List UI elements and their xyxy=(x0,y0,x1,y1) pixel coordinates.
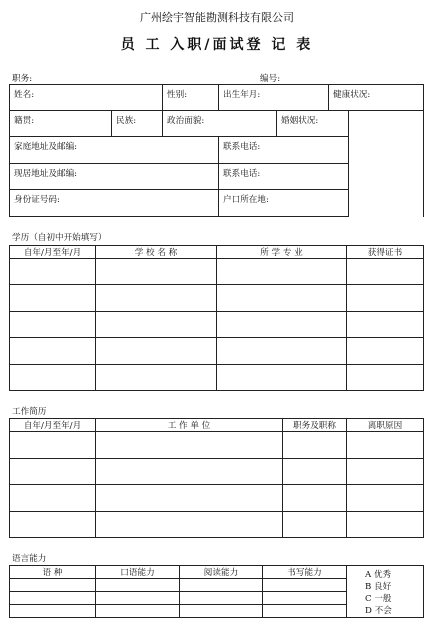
proficiency-legend xyxy=(347,566,424,618)
hukou-field[interactable]: 户口所在地: xyxy=(219,190,349,217)
table-cell[interactable] xyxy=(96,512,283,538)
table-cell[interactable] xyxy=(347,512,424,538)
lang-header-writing: 书写能力 xyxy=(263,566,347,579)
table-cell[interactable] xyxy=(180,605,263,618)
table-cell[interactable] xyxy=(217,259,347,285)
legend-none: D 不会 xyxy=(365,606,392,616)
table-cell[interactable] xyxy=(347,312,424,338)
table-cell[interactable] xyxy=(96,259,217,285)
table-cell[interactable] xyxy=(347,259,424,285)
work-header-period: 自年/月至年/月 xyxy=(10,419,96,432)
family-address-field[interactable]: 家庭地址及邮编: xyxy=(10,137,219,164)
phone-field-2[interactable]: 联系电话: xyxy=(219,164,349,190)
table-cell[interactable] xyxy=(96,365,217,391)
number-label: 编号: xyxy=(260,74,281,84)
table-cell[interactable] xyxy=(347,459,424,485)
lang-header-language: 语 种 xyxy=(10,566,96,579)
table-cell[interactable] xyxy=(96,485,283,512)
work-header-reason: 离职原因 xyxy=(347,419,424,432)
language-section-title: 语言能力 xyxy=(12,554,47,564)
table-cell[interactable] xyxy=(217,338,347,365)
work-table xyxy=(9,418,424,538)
education-table xyxy=(9,245,424,391)
table-cell[interactable] xyxy=(347,365,424,391)
table-cell[interactable] xyxy=(10,605,96,618)
table-cell[interactable] xyxy=(217,312,347,338)
personal-info-table xyxy=(9,84,424,217)
table-cell[interactable] xyxy=(96,605,180,618)
table-cell[interactable] xyxy=(10,365,96,391)
table-cell[interactable] xyxy=(283,432,347,459)
id-number-field[interactable]: 身份证号码: xyxy=(10,190,219,217)
table-cell[interactable] xyxy=(10,459,96,485)
gender-field[interactable]: 性别: xyxy=(163,85,219,111)
lang-header-reading: 阅读能力 xyxy=(180,566,263,579)
table-cell[interactable] xyxy=(96,338,217,365)
table-cell[interactable] xyxy=(347,285,424,312)
table-cell[interactable] xyxy=(10,592,96,605)
name-field[interactable]: 姓名: xyxy=(10,85,163,111)
table-cell[interactable] xyxy=(263,605,347,618)
current-address-field[interactable]: 现居地址及邮编: xyxy=(10,164,219,190)
table-cell[interactable] xyxy=(10,312,96,338)
table-cell[interactable] xyxy=(180,579,263,592)
table-cell[interactable] xyxy=(10,338,96,365)
table-cell[interactable] xyxy=(347,485,424,512)
table-cell[interactable] xyxy=(283,512,347,538)
table-cell[interactable] xyxy=(10,285,96,312)
table-cell[interactable] xyxy=(96,312,217,338)
table-cell[interactable] xyxy=(10,512,96,538)
table-cell[interactable] xyxy=(180,592,263,605)
edu-header-certificate: 获得证书 xyxy=(347,246,424,259)
political-field[interactable]: 政治面貌: xyxy=(163,111,277,137)
marital-field[interactable]: 婚姻状况: xyxy=(277,111,349,137)
edu-header-school: 学 校 名 称 xyxy=(96,246,217,259)
table-cell[interactable] xyxy=(96,285,217,312)
work-header-employer: 工 作 单 位 xyxy=(96,419,283,432)
table-cell[interactable] xyxy=(217,365,347,391)
table-cell[interactable] xyxy=(263,579,347,592)
ethnicity-field[interactable]: 民族: xyxy=(112,111,163,137)
legend-average: C 一般 xyxy=(365,594,392,604)
table-cell[interactable] xyxy=(96,459,283,485)
lang-header-speaking: 口语能力 xyxy=(96,566,180,579)
health-field[interactable]: 健康状况: xyxy=(329,85,424,111)
table-cell[interactable] xyxy=(10,579,96,592)
table-cell[interactable] xyxy=(217,285,347,312)
phone-field-1[interactable]: 联系电话: xyxy=(219,137,349,164)
birth-field[interactable]: 出生年月: xyxy=(219,85,329,111)
work-section-title: 工作简历 xyxy=(12,407,47,417)
table-cell[interactable] xyxy=(283,485,347,512)
table-cell[interactable] xyxy=(347,432,424,459)
table-cell[interactable] xyxy=(96,579,180,592)
table-cell[interactable] xyxy=(96,432,283,459)
position-label: 职务: xyxy=(12,74,33,84)
table-cell[interactable] xyxy=(283,459,347,485)
table-cell[interactable] xyxy=(263,592,347,605)
edu-header-period: 自年/月至年/月 xyxy=(10,246,96,259)
table-cell[interactable] xyxy=(10,485,96,512)
edu-header-major: 所 学 专 业 xyxy=(217,246,347,259)
form-title: 员 工 入职/面试登 记 表 xyxy=(120,37,314,53)
table-cell[interactable] xyxy=(10,432,96,459)
legend-excellent: A 优秀 xyxy=(365,570,392,580)
company-name: 广州绘宇智能勘测科技有限公司 xyxy=(140,11,294,24)
work-header-title: 职务及职称 xyxy=(283,419,347,432)
origin-field[interactable]: 籍贯: xyxy=(10,111,112,137)
language-table xyxy=(9,565,424,618)
legend-good: B 良好 xyxy=(365,582,392,592)
table-cell[interactable] xyxy=(96,592,180,605)
table-cell[interactable] xyxy=(10,259,96,285)
table-cell[interactable] xyxy=(347,338,424,365)
education-section-title: 学历（自初中开始填写） xyxy=(12,233,107,243)
